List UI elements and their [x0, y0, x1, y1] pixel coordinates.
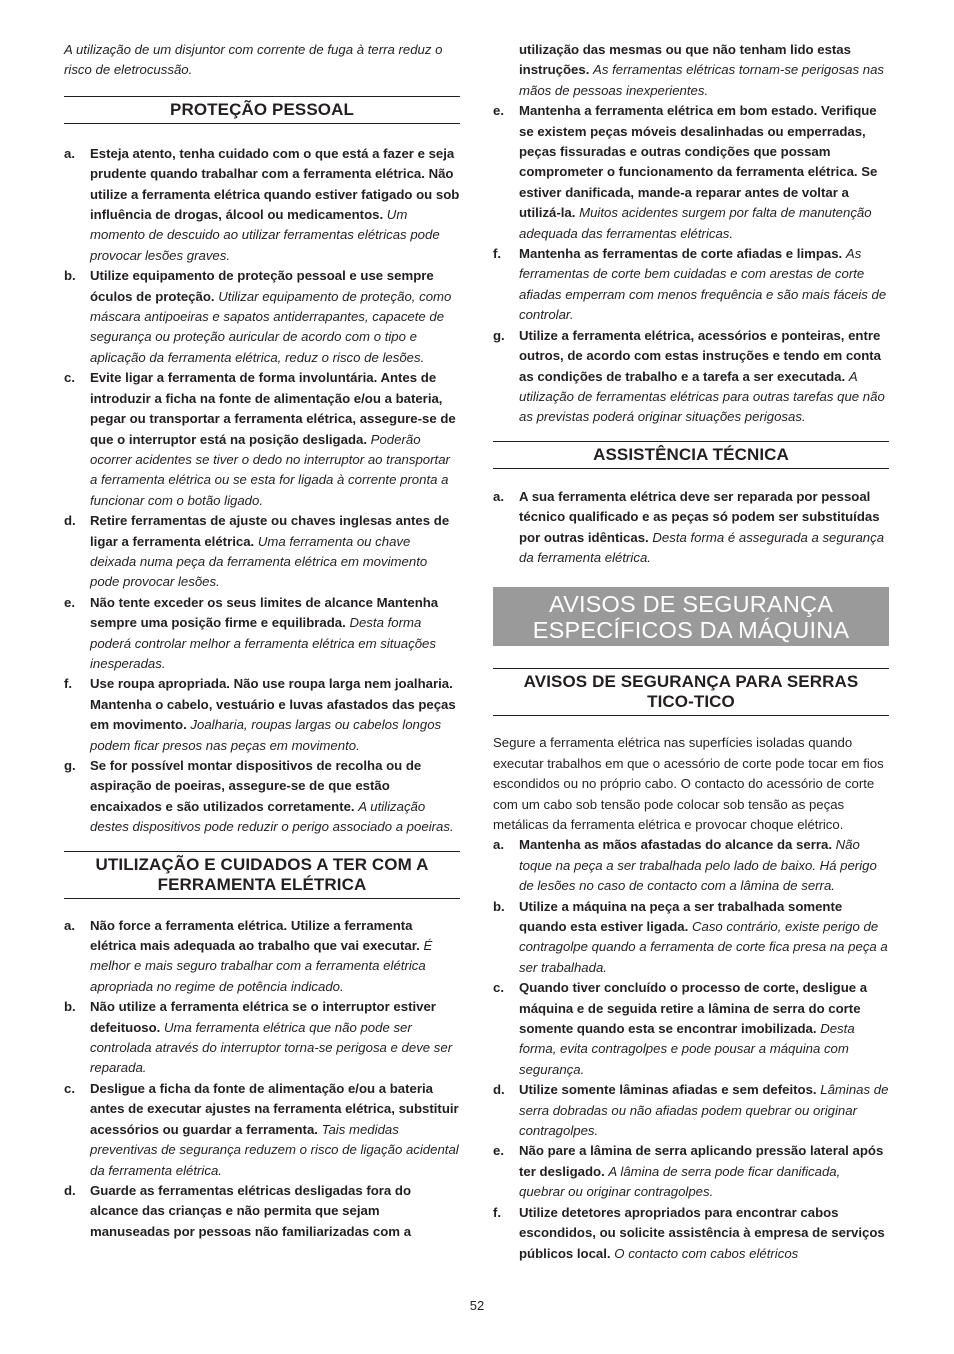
intro-paragraph: A utilização de um disjuntor com corrente de fuga à terra reduz o risco de eletrocussão. — [64, 42, 443, 78]
heading-utilizacao-cuidados: UTILIZAÇÃO E CUIDADOS A TER COM A FERRAMENTA ELÉTRICA — [64, 851, 460, 899]
list-item: f. Mantenha as ferramentas de corte afiadas e limpas. As ferramentas de corte bem cuidadas e com arestas de corte afiadas emperram com menos frequência e são mais fáceis de controlar. — [493, 246, 887, 323]
section-banner: AVISOS DE SEGURANÇA ESPECÍFICOS DA MÁQUINA — [493, 587, 889, 646]
list-item: d. Guarde as ferramentas elétricas desligadas fora do alcance das crianças e não permita que sejam manuseadas por pessoas não familiarizadas com a — [64, 1182, 412, 1239]
list-item: b. Utilize a máquina na peça a ser trabalhada somente quando esta estiver ligada. Caso contrário, existe perigo de contragolpe quando a ferramenta de corte fica presa na peça a ser trabalhada. — [493, 898, 888, 975]
heading-serras-tico-tico: AVISOS DE SEGURANÇA PARA SERRAS TICO-TICO — [493, 668, 889, 716]
list-item: f. Use roupa apropriada. Não use roupa larga nem joalharia. Mantenha o cabelo, vestuário e luvas afastados das peças em movimento. Joalharia, roupas largas ou cabelos longos podem ficar presos nas peças em movimento. — [64, 676, 456, 753]
list-utilizacao-cuidados — [64, 916, 460, 1243]
list-item: e. Não tente exceder os seus limites de alcance Mantenha sempre uma posição firme e equilibrada. Desta forma poderá controlar melhor a ferramenta elétrica em situações inesperadas. — [64, 594, 439, 671]
list-item: g. Se for possível montar dispositivos de recolha ou de aspiração de poeiras, assegure-se de que estão encaixados e são utilizados corretamente. A utilização destes dispositivos pode reduzir o perigo associado a poeiras. — [64, 758, 454, 835]
list-protecao-pessoal — [64, 144, 460, 838]
left-column — [64, 40, 460, 1242]
page-number: 52 — [469, 1298, 485, 1313]
list-item-continued: utilização das mesmas ou que não tenham lido estas instruções. As ferramentas elétricas tornam-se perigosas nas mãos de pessoas inexperientes. — [519, 42, 885, 98]
list-item: b. Utilize equipamento de proteção pessoal e use sempre óculos de proteção. Utilizar equipamento de proteção, como máscara antipoeiras e sapatos antiderrapantes, capacete de segurança ou proteção auricular de acordo com o tipo e aplicação da ferramenta elétrica, reduz o risco de lesões. — [64, 268, 452, 365]
list-item: c. Desligue a ficha da fonte de alimentação e/ou a bateria antes de executar ajustes na ferramenta elétrica, substituir acessórios ou guardar a ferramenta. Tais medidas preventivas de segurança reduzem o risco de ligação acidental da ferramenta elétrica. — [64, 1080, 459, 1178]
list-item: b. Não utilize a ferramenta elétrica se o interruptor estiver defeituoso. Uma ferramenta elétrica que não pode ser controlada através do interruptor torna-se perigosa e deve ser reparada. — [64, 999, 453, 1076]
list-item: c. Evite ligar a ferramenta de forma involuntária. Antes de introduzir a ficha na fonte de alimentação e/ou a bateria, pegar ou transportar a ferramenta elétrica, assegure-se de que o interruptor está na posição desligada. Poderão ocorrer acidentes se tiver o dedo no interruptor ao transportar a ferramenta elétrica ou se esta for ligada à corrente pronta a funcionar com o botão ligado. — [64, 370, 456, 508]
heading-protecao-pessoal: PROTEÇÃO PESSOAL — [64, 96, 460, 124]
list-item: a. A sua ferramenta elétrica deve ser reparada por pessoal técnico qualificado e as peças só podem ser substituídas por outras idênticas. Desta forma é assegurada a segurança da ferramenta elétrica. — [493, 488, 885, 565]
list-item: e. Não pare a lâmina de serra aplicando pressão lateral após ter desligado. A lâmina de serra pode ficar danificada, quebrar ou originar contragolpes. — [493, 1143, 884, 1200]
list-item: d. Utilize somente lâminas afiadas e sem defeitos. Lâminas de serra dobradas ou não afiadas podem quebrar ou originar contragolpes. — [493, 1082, 889, 1139]
right-column — [493, 40, 889, 1264]
list-item: g. Utilize a ferramenta elétrica, acessórios e ponteiras, entre outros, de acordo com estas instruções e tendo em conta as condições de trabalho e a tarefa a ser executada. A utilização de ferramentas elétricas para outras tarefas que não as previstas poderá originar situações perigosas. — [493, 327, 885, 425]
list-item: a. Não force a ferramenta elétrica. Utilize a ferramenta elétrica mais adequada ao trabalho que vai executar. É melhor e mais seguro trabalhar com a ferramenta elétrica apropriada no regime de potência indicado. — [64, 917, 433, 994]
heading-assistencia-tecnica: ASSISTÊNCIA TÉCNICA — [493, 441, 889, 469]
list-item: e. Mantenha a ferramenta elétrica em bom estado. Verifique se existem peças móveis desalinhadas ou emperradas, peças fissuradas e outras condições que possam comprometer o funcionamento da ferramenta elétrica. Se estiver danificada, mande-a reparar antes de voltar a utilizá-la. Muitos acidentes surgem por falta de manutenção adequada das ferramentas elétricas. — [493, 103, 878, 241]
list-item: a. Mantenha as mãos afastadas do alcance da serra. Não toque na peça a ser trabalhada pelo lado de baixo. Há perigo de lesões no caso de contacto com a lâmina de serra. — [493, 837, 877, 894]
list-item: a. Esteja atento, tenha cuidado com o que está a fazer e seja prudente quando trabalhar com a ferramenta elétrica. Não utilize a ferramenta elétrica quando estiver fatigado ou sob influência de drogas, álcool ou medicamentos. Um momento de descuido ao utilizar ferramentas elétricas pode provocar lesões graves. — [64, 145, 460, 263]
list-serras — [493, 835, 889, 1264]
list-item: f. Utilize detetores apropriados para encontrar cabos escondidos, ou solicite assistência à empresa de serviços públicos local. O contacto com cabos elétricos — [493, 1204, 885, 1261]
list-item: d. Retire ferramentas de ajuste ou chaves inglesas antes de ligar a ferramenta elétrica. Uma ferramenta ou chave deixada numa peça da ferramenta elétrica em movimento pode provocar lesões. — [64, 513, 450, 590]
list-item: c. Quando tiver concluído o processo de corte, desligue a máquina e de seguida retire a lâmina de serra do corte somente quando esta se encontrar imobilizada. Desta forma, evita contragolpes e pode pousar a máquina com segurança. — [493, 980, 868, 1077]
serras-intro-paragraph: Segure a ferramenta elétrica nas superfícies isoladas quando executar trabalhos em que o acessório de corte pode tocar em fios escondidos ou no próprio cabo. O contacto do acessório de corte com um cabo sob tensão pode colocar sob tensão as peças metálicas da ferramenta elétrica e provocar choque elétrico. — [493, 735, 884, 832]
